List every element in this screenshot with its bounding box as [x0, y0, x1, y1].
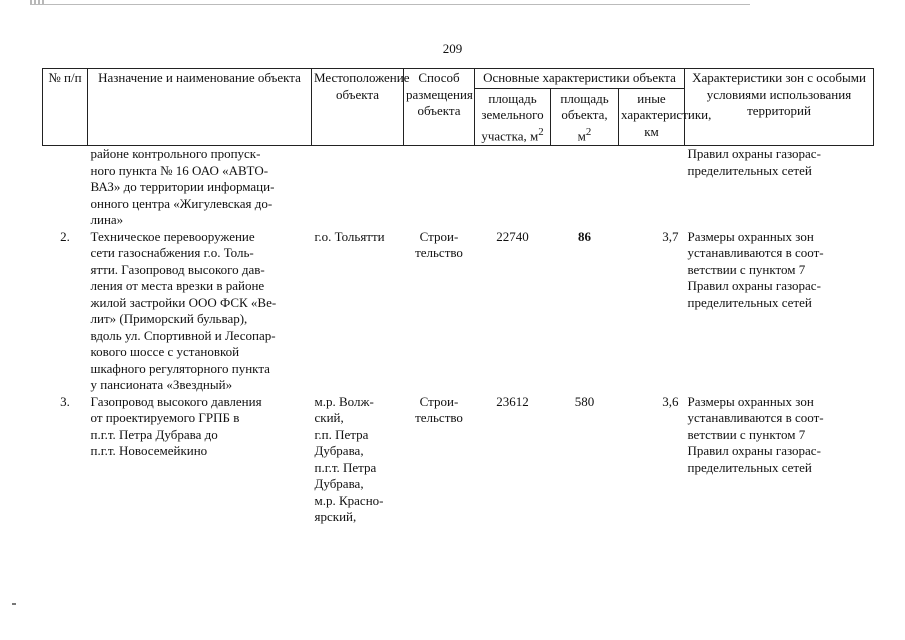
row-purpose-line: у пансионата «Звездный»	[90, 377, 233, 393]
row-purpose	[88, 229, 312, 394]
row-number	[43, 146, 88, 229]
row-land-area	[475, 146, 551, 229]
row-location-line: ский,	[314, 410, 344, 426]
row-location-line: Дубрава,	[314, 476, 364, 492]
header-land-area: площадь земельного участка, $м^2$	[475, 88, 551, 146]
row-location-line: Дубрава,	[314, 443, 364, 459]
row-zone-characteristics-line: пределительных сетей	[687, 162, 812, 178]
row-purpose-line: ления от места врезки в районе	[90, 278, 265, 294]
row-location-line: ярский,	[314, 509, 357, 525]
table-row	[43, 394, 874, 526]
row-zone-characteristics-line: пределительных сетей	[687, 459, 812, 475]
row-location-line: п.г.т. Петра	[314, 459, 377, 475]
row-land-area: 23612	[496, 393, 529, 409]
row-method	[404, 229, 475, 394]
row-zone-characteristics-line: Размеры охранных зон	[687, 393, 814, 409]
row-zone-characteristics	[685, 229, 874, 394]
row-purpose-line: п.г.т. Петра Дубрава до	[90, 426, 218, 442]
row-zone-characteristics-line: устанавливаются в соот-	[687, 245, 824, 261]
row-method-line: тельство	[415, 245, 463, 261]
header-location: Местоположение объекта	[312, 69, 404, 146]
table-row	[43, 146, 874, 229]
row-purpose-line: ного пункта № 16 ОАО «АВТО-	[90, 162, 269, 178]
scan-artifact-mark	[12, 603, 16, 605]
object-table	[42, 68, 874, 526]
row-method	[404, 146, 475, 229]
row-zone-characteristics-line: пределительных сетей	[687, 294, 812, 310]
row-purpose-line: кового шоссе с установкой	[90, 344, 240, 360]
row-location	[312, 394, 404, 526]
row-number: 3.	[60, 393, 70, 409]
row-zone-characteristics	[685, 146, 874, 229]
table-header-row	[43, 69, 874, 89]
row-purpose-line: жилой застройки ООО ФСК «Ве-	[90, 294, 277, 310]
row-zone-characteristics-line: Правил охраны газорас-	[687, 278, 821, 294]
row-zone-characteristics-line: устанавливаются в соот-	[687, 410, 824, 426]
row-method	[404, 394, 475, 526]
header-main-characteristics: Основные характеристики объекта	[475, 69, 685, 89]
row-object-area	[551, 146, 619, 229]
row-purpose-line: Газопровод высокого давления	[90, 393, 262, 409]
row-purpose-line: онного центра «Жигулевская до-	[90, 195, 273, 211]
row-location	[312, 229, 404, 394]
row-zone-characteristics-line: Размеры охранных зон	[687, 228, 814, 244]
row-purpose-line: п.г.т. Новосемейкино	[90, 443, 208, 459]
row-purpose-line: ятти. Газопровод высокого дав-	[90, 261, 265, 277]
scan-artifact-line	[30, 4, 750, 5]
header-object-area: площадь объекта, $м^2$	[551, 88, 619, 146]
row-method-line: тельство	[415, 410, 463, 426]
row-purpose-line: лина»	[90, 212, 124, 228]
row-method-line: Строи-	[419, 393, 459, 409]
row-purpose-line: шкафного регуляторного пункта	[90, 360, 270, 376]
row-purpose-line: Техническое перевооружение	[90, 228, 255, 244]
row-purpose-line: лит» (Приморский бульвар),	[90, 311, 248, 327]
row-zone-characteristics-line: ветствии с пунктом 7	[687, 261, 806, 277]
header-method: Способ размещения объекта	[404, 69, 475, 146]
header-purpose: Назначение и наименование объекта	[88, 69, 312, 146]
row-location-line: м.р. Красно-	[314, 492, 384, 508]
row-zone-characteristics	[685, 394, 874, 526]
row-number: 2.	[60, 228, 70, 244]
row-purpose-line: вдоль ул. Спортивной и Лесопар-	[90, 327, 276, 343]
table-row	[43, 229, 874, 394]
header-zone-characteristics: Характеристики зон с особыми условиями использования территорий	[685, 69, 874, 146]
row-purpose-line: сети газоснабжения г.о. Толь-	[90, 245, 254, 261]
table-body	[43, 146, 874, 526]
row-object-area: 86	[578, 228, 591, 244]
row-method-line: Строи-	[419, 228, 459, 244]
row-zone-characteristics-line: Правил охраны газорас-	[687, 443, 821, 459]
row-location-line: г.п. Петра	[314, 426, 369, 442]
row-other-characteristics: 3,7	[662, 228, 679, 244]
row-object-area: 580	[574, 393, 595, 409]
row-purpose-line: ВАЗ» до территории информаци-	[90, 179, 275, 195]
page-number: 209	[442, 41, 463, 56]
row-location	[312, 146, 404, 229]
row-zone-characteristics-line: Правил охраны газорас-	[687, 146, 821, 162]
row-other-characteristics: 3,6	[662, 393, 679, 409]
row-zone-characteristics-line: ветствии с пунктом 7	[687, 426, 806, 442]
row-purpose	[88, 394, 312, 526]
header-other-characteristics: иные характеристики, км	[619, 88, 685, 146]
row-land-area: 22740	[496, 228, 529, 244]
row-purpose-line: районе контрольного пропуск-	[90, 146, 261, 162]
row-location-line: г.о. Тольятти	[314, 228, 385, 244]
row-purpose-line: от проектируемого ГРПБ в	[90, 410, 240, 426]
row-location-line: м.р. Волж-	[314, 393, 374, 409]
row-other-characteristics	[619, 146, 685, 229]
header-num: № п/п	[43, 69, 88, 146]
row-purpose	[88, 146, 312, 229]
